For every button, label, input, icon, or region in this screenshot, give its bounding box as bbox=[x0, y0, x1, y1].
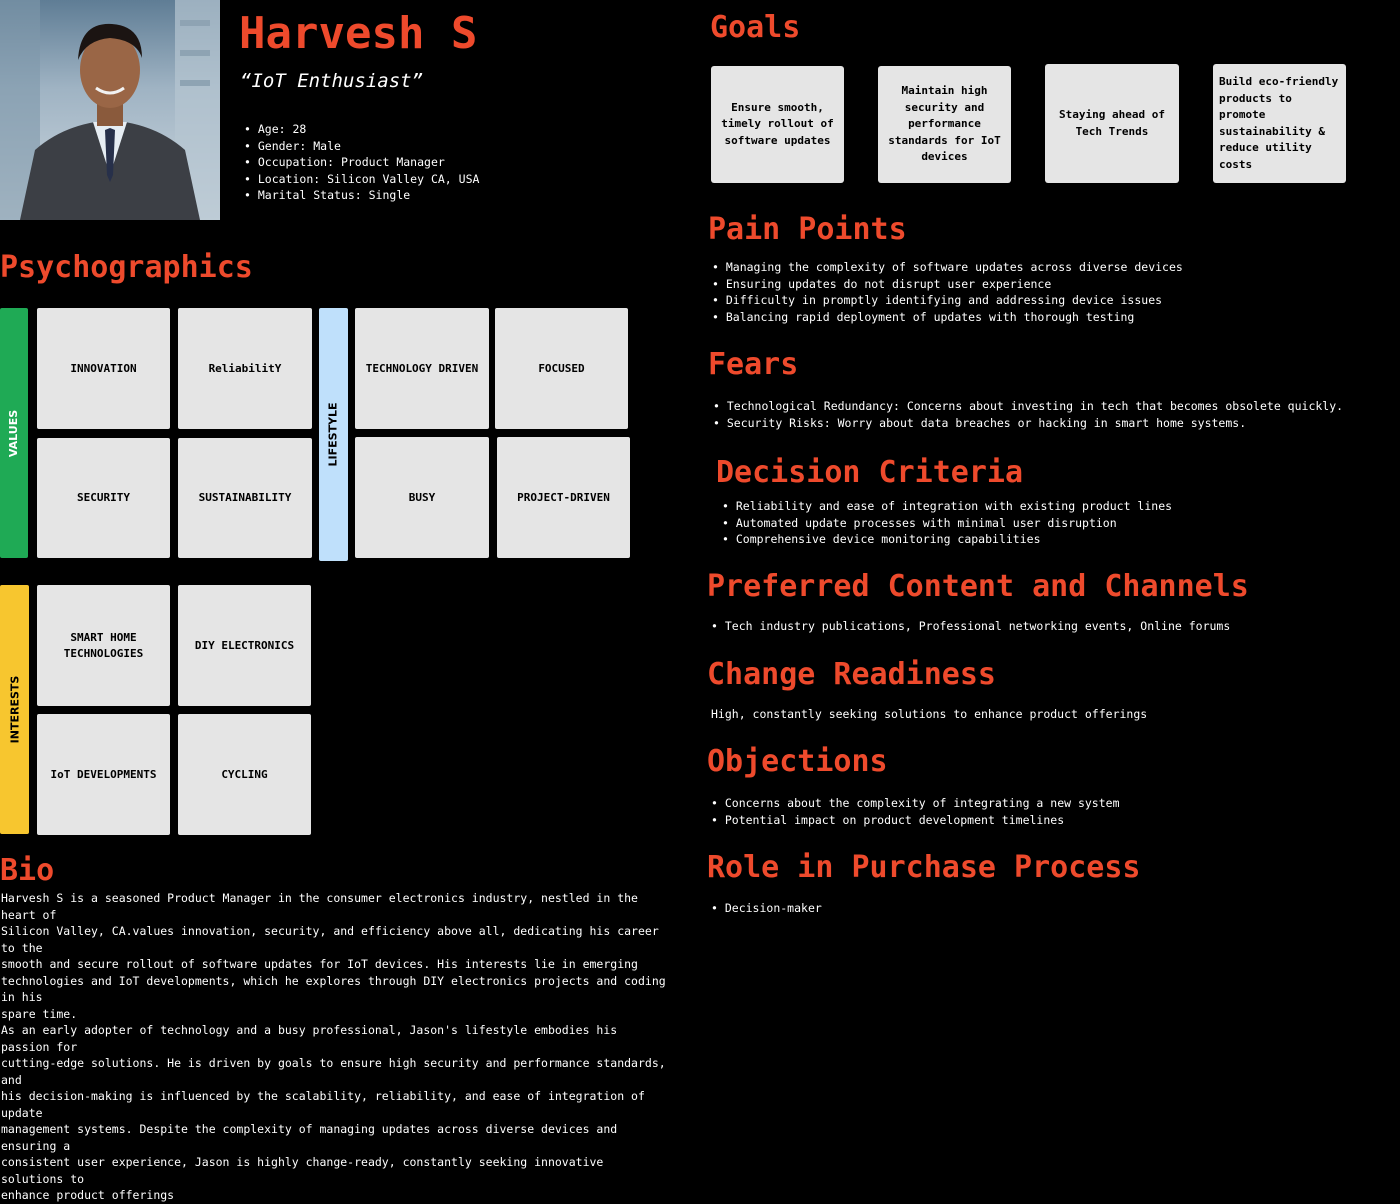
list-item: • Decision-maker bbox=[711, 900, 822, 917]
list-item: • Tech industry publications, Professional networking events, Online forums bbox=[711, 618, 1230, 635]
decision-criteria-heading: Decision Criteria bbox=[716, 455, 1024, 490]
lifestyle-tile: BUSY bbox=[355, 437, 489, 558]
interests-label: INTERESTS bbox=[8, 675, 21, 744]
preferred-content-heading: Preferred Content and Channels bbox=[707, 569, 1249, 604]
change-readiness-text: High, constantly seeking solutions to enhance product offerings bbox=[711, 707, 1148, 721]
goal-card: Ensure smooth, timely rollout of software updates bbox=[711, 66, 844, 183]
list-item: • Reliability and ease of integration with existing product lines bbox=[722, 498, 1172, 515]
list-item: • Security Risks: Worry about data breaches or hacking in smart home systems. bbox=[713, 415, 1343, 432]
lifestyle-tile: PROJECT-DRIVEN bbox=[497, 437, 630, 558]
goal-card: Build eco-friendly products to promote sustainability & reduce utility costs bbox=[1213, 64, 1346, 183]
objections-heading: Objections bbox=[707, 744, 888, 779]
stat-occupation: • Occupation: Product Manager bbox=[244, 154, 479, 171]
bio-paragraph: Harvesh S is a seasoned Product Manager in the consumer electronics industry, nestled in the heart of Silicon Valley, CA.values innovation, security, and efficiency above all, dedicating his career to the smooth and secure rollout of software updates for IoT devices. His interests lie in emerging technologies and IoT developments, which he explores through DIY electronics projects and coding in his spare time. bbox=[1, 891, 666, 1021]
list-item: • Comprehensive device monitoring capabilities bbox=[722, 531, 1172, 548]
preferred-content-list bbox=[711, 618, 1230, 635]
list-item: • Concerns about the complexity of integrating a new system bbox=[711, 795, 1120, 812]
fears-list bbox=[713, 398, 1343, 431]
role-heading: Role in Purchase Process bbox=[707, 850, 1141, 885]
bio-heading: Bio bbox=[0, 853, 55, 888]
goal-card: Maintain high security and performance standards for IoT devices bbox=[878, 66, 1011, 183]
interest-tile: SMART HOME TECHNOLOGIES bbox=[37, 585, 170, 706]
value-tile: ReliabilitY bbox=[178, 308, 312, 429]
lifestyle-tile: TECHNOLOGY DRIVEN bbox=[355, 308, 489, 429]
value-tile: INNOVATION bbox=[37, 308, 170, 429]
goal-card: Staying ahead of Tech Trends bbox=[1045, 64, 1179, 183]
bio-text bbox=[1, 890, 671, 1204]
lifestyle-tile: FOCUSED bbox=[495, 308, 628, 429]
pain-points-list bbox=[712, 259, 1183, 325]
role-list bbox=[711, 900, 822, 917]
stat-age: • Age: 28 bbox=[244, 121, 479, 138]
list-item: • Balancing rapid deployment of updates with thorough testing bbox=[712, 309, 1183, 326]
list-item: • Ensuring updates do not disrupt user experience bbox=[712, 276, 1183, 293]
change-readiness-heading: Change Readiness bbox=[707, 657, 996, 692]
profile-photo bbox=[0, 0, 220, 220]
pain-points-heading: Pain Points bbox=[708, 212, 907, 247]
psychographics-heading: Psychographics bbox=[0, 250, 253, 285]
values-label: VALUES bbox=[7, 409, 21, 457]
value-tile: SUSTAINABILITY bbox=[178, 438, 312, 558]
lifestyle-bar bbox=[319, 308, 348, 561]
stat-location: • Location: Silicon Valley CA, USA bbox=[244, 171, 479, 188]
interest-tile: IoT DEVELOPMENTS bbox=[37, 714, 170, 835]
list-item: • Technological Redundancy: Concerns about investing in tech that becomes obsolete quickly. bbox=[713, 398, 1343, 415]
persona-tagline: “IoT Enthusiast” bbox=[240, 70, 424, 92]
decision-criteria-list bbox=[722, 498, 1172, 548]
list-item: • Automated update processes with minimal user disruption bbox=[722, 515, 1172, 532]
list-item: • Difficulty in promptly identifying and addressing device issues bbox=[712, 292, 1183, 309]
interests-bar bbox=[0, 585, 29, 834]
goals-heading: Goals bbox=[710, 10, 801, 45]
bio-paragraph: As an early adopter of technology and a busy professional, Jason's lifestyle embodies his passion for cutting-edge solutions. He is driven by goals to ensure high security and performance standards, and his decision-making is influenced by the scalability, reliability, and ease of integration of update management systems. Despite the complexity of managing updates across diverse devices and ensuring a consistent user experience, Jason is highly change-ready, constantly seeking innovative solutions to enhance product offerings bbox=[1, 1023, 666, 1202]
list-item: • Potential impact on product development timelines bbox=[711, 812, 1120, 829]
persona-stats bbox=[244, 121, 479, 204]
interest-tile: DIY ELECTRONICS bbox=[178, 585, 311, 706]
value-tile: SECURITY bbox=[37, 438, 170, 558]
stat-gender: • Gender: Male bbox=[244, 138, 479, 155]
fears-heading: Fears bbox=[708, 347, 799, 382]
stat-marital-status: • Marital Status: Single bbox=[244, 187, 479, 204]
persona-name: Harvesh S bbox=[239, 8, 478, 59]
list-item: • Managing the complexity of software updates across diverse devices bbox=[712, 259, 1183, 276]
values-bar bbox=[0, 308, 28, 558]
objections-list bbox=[711, 795, 1120, 828]
lifestyle-label: LIFESTYLE bbox=[327, 402, 341, 467]
interest-tile: CYCLING bbox=[178, 714, 311, 835]
